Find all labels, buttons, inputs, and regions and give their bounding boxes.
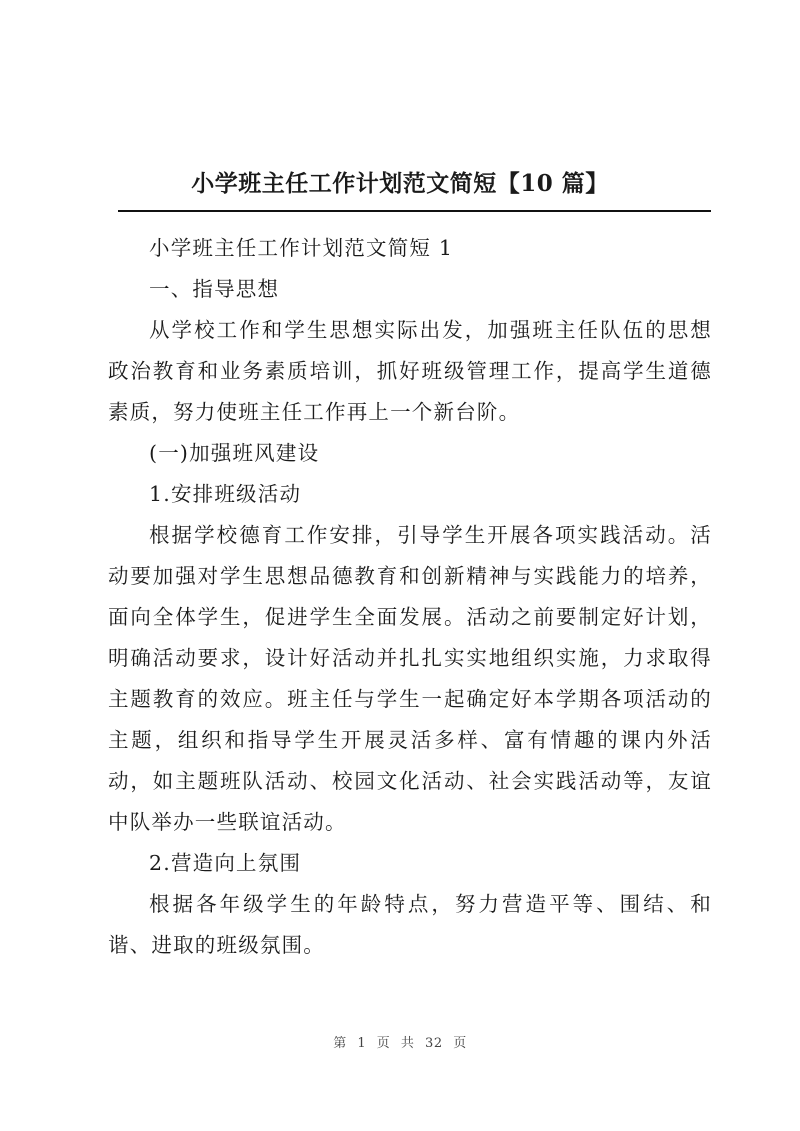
body-paragraph: 根据各年级学生的年龄特点，努力营造平等、围结、和谐、进取的班级氛围。	[108, 892, 712, 957]
item-heading: 1.安排班级活动	[149, 482, 302, 506]
body-paragraph: 根据学校德育工作安排，引导学生开展各项实践活动。活动要加强对学生思想品德教育和创新精神与实践能力的培养，面向全体学生，促进学生全面发展。活动之前要制定好计划，明确活动要求，设计好活动并扎扎实实地组织实施，力求取得主题教育的效应。班主任与学生一起确定好本学期各项活动的主题，组织和指导学生开展灵活多样、富有情趣的课内外活动，如主题班队活动、校园文化活动、社会实践活动等，友谊中队举办一些联谊活动。	[108, 523, 712, 834]
document-title: 小学班主任工作计划范文简短【10 篇】	[191, 170, 609, 197]
subsection-heading: (一)加强班风建设	[149, 441, 320, 465]
page-footer: 第 1 页 共 32 页	[333, 1036, 467, 1051]
section-heading: 小学班主任工作计划范文简短 1	[149, 236, 454, 260]
document-body	[108, 228, 712, 966]
item-heading: 2.营造向上氛围	[149, 851, 302, 875]
title-divider	[118, 210, 711, 212]
subsection-heading: 一、指导思想	[149, 277, 280, 301]
body-paragraph: 从学校工作和学生思想实际出发，加强班主任队伍的思想政治教育和业务素质培训，抓好班级管理工作，提高学生道德素质，努力使班主任工作再上一个新台阶。	[108, 318, 712, 424]
